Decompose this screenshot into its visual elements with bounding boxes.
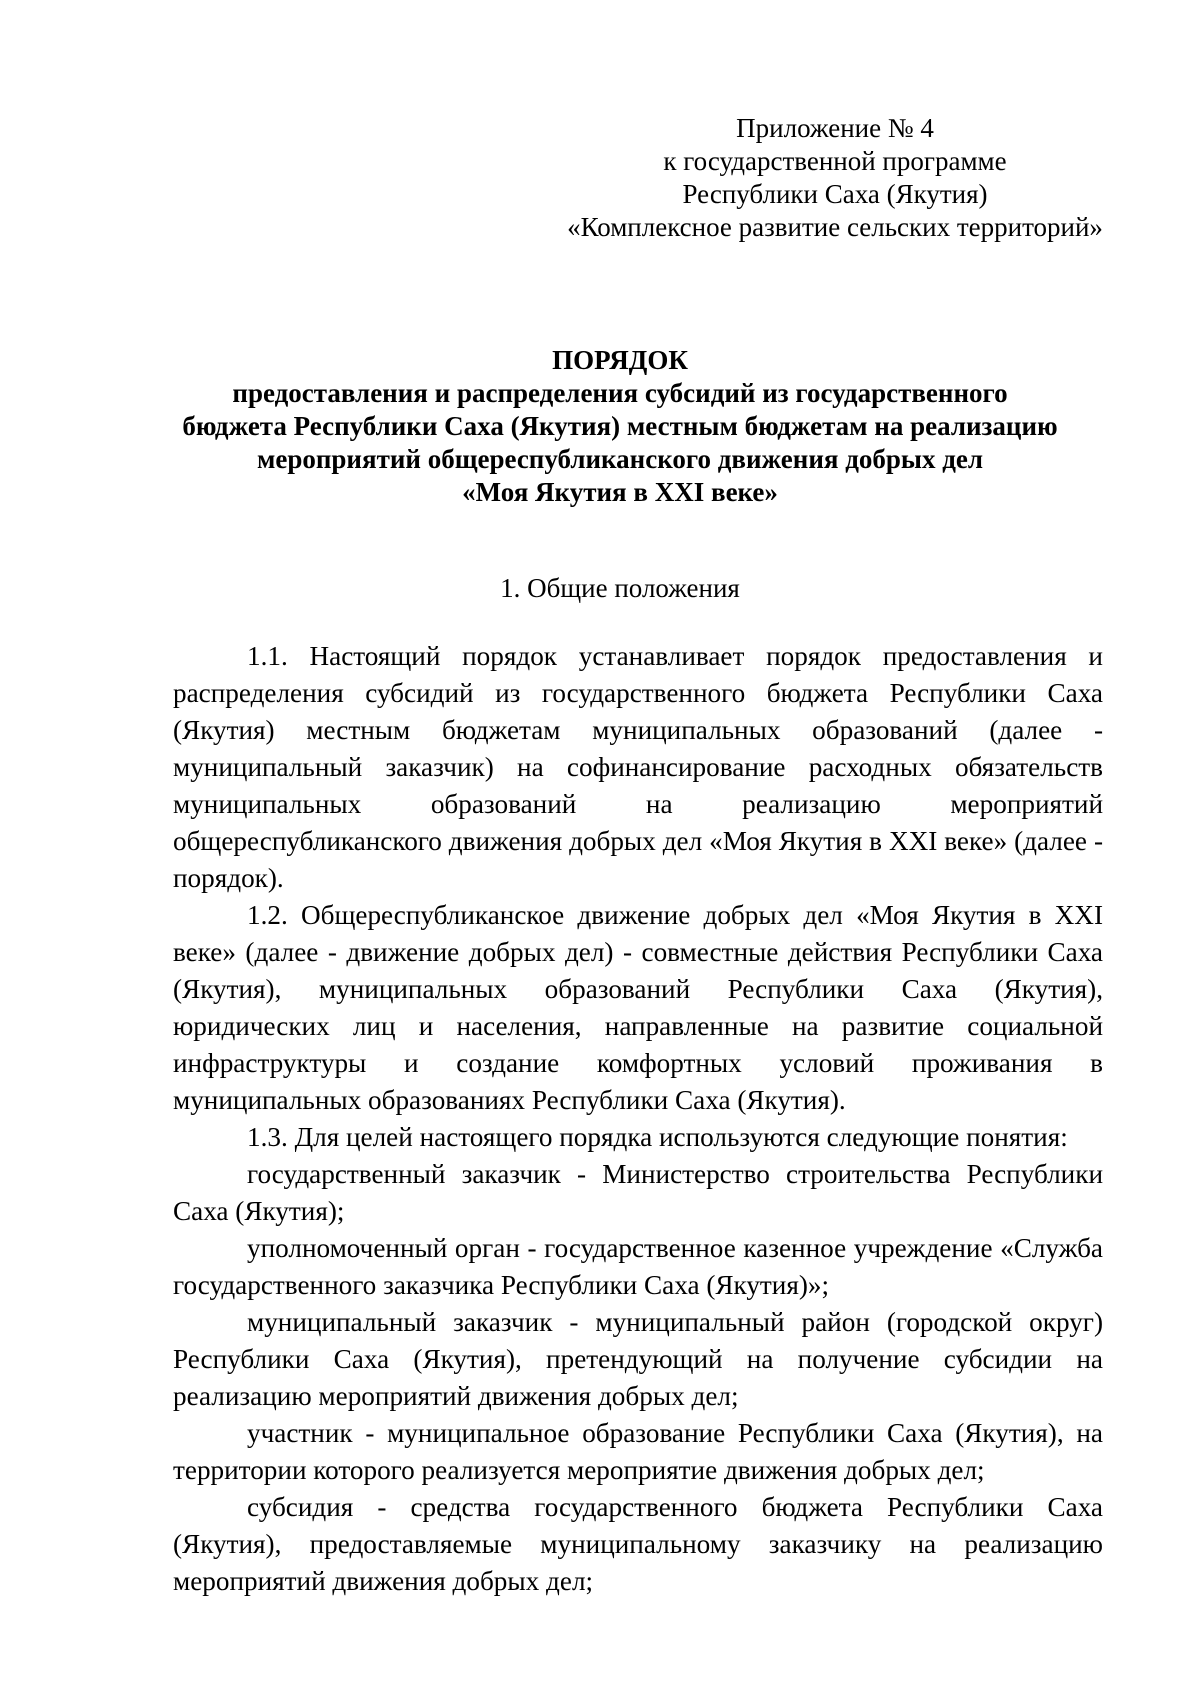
paragraph-1-1: 1.1. Настоящий порядок устанавливает порядок предоставления и распределения субсидий из государственного бюджета Республики Саха (Якутия) местным бюджетам муниципальных образований (далее - муниципальный заказчик) на софинансирование расходных обязательств муниципальных образований на реализацию мероприятий общереспубликанского движения добрых дел «Моя Якутия в XXI веке» (далее - порядок).: [173, 641, 1103, 893]
definition-state-customer: государственный заказчик - Министерство строительства Республики Саха (Якутия);: [173, 1159, 1103, 1226]
paragraph-1-2: 1.2. Общереспубликанское движение добрых дел «Моя Якутия в XXI веке» (далее - движение добрых дел) - совместные действия Республики Саха (Якутия), муниципальных образований Республики Саха (Якутия), юридических лиц и населения, направленные на развитие социальной инфраструктуры и создание комфортных условий проживания в муниципальных образованиях Республики Саха (Якутия).: [173, 900, 1103, 1115]
section-heading: 1. Общие положения: [500, 573, 740, 603]
title-line-3: мероприятий общереспубликанского движения добрых дел: [256, 444, 984, 474]
definition-municipal-customer: муниципальный заказчик - муниципальный район (городской округ) Республики Саха (Якутия), претендующий на получение субсидии на реализацию мероприятий движения добрых дел;: [173, 1307, 1103, 1411]
appendix-number: Приложение № 4: [736, 113, 934, 143]
appendix-program-name: «Комплексное развитие сельских территорий»: [567, 212, 1103, 242]
body-text: [173, 638, 1103, 1600]
definition-subsidy: субсидия - средства государственного бюджета Республики Саха (Якутия), предоставляемые муниципальному заказчику на реализацию мероприятий движения добрых дел;: [173, 1492, 1103, 1596]
title-line-1: предоставления и распределения субсидий из государственного: [232, 378, 1008, 408]
appendix-republic: Республики Саха (Якутия): [682, 179, 988, 209]
paragraph-1-3: 1.3. Для целей настоящего порядка используются следующие понятия:: [247, 1122, 1068, 1152]
title-line-4: «Моя Якутия в XXI веке»: [462, 477, 778, 507]
definition-authorized-body: уполномоченный орган - государственное казенное учреждение «Служба государственного заказчика Республики Саха (Якутия)»;: [173, 1233, 1103, 1300]
title-heading: ПОРЯДОК: [552, 345, 688, 375]
title-line-2: бюджета Республики Саха (Якутия) местным бюджетам на реализацию: [182, 411, 1058, 441]
definition-participant: участник - муниципальное образование Республики Саха (Якутия), на территории которого реализуется мероприятие движения добрых дел;: [173, 1418, 1103, 1485]
appendix-header: [520, 112, 1150, 244]
appendix-program-ref: к государственной программе: [663, 146, 1007, 176]
document-title: [160, 344, 1080, 509]
